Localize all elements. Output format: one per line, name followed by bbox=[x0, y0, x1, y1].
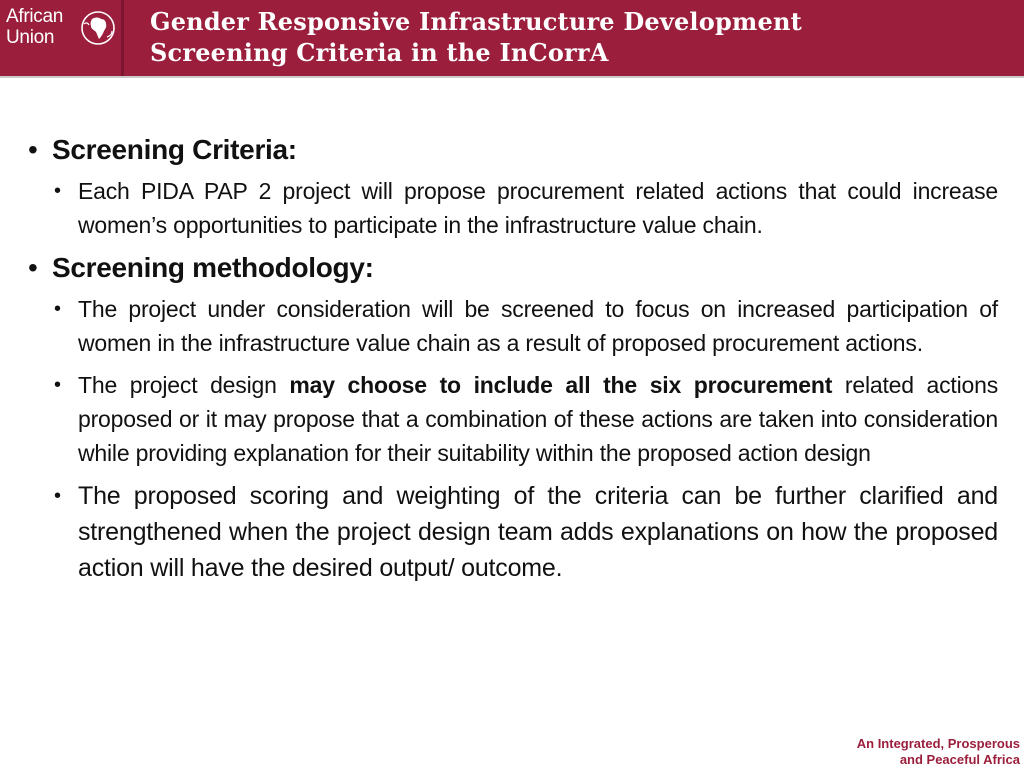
bullet-text-bold: may choose to include all the six procurement bbox=[289, 372, 833, 398]
section-heading-screening-criteria bbox=[28, 132, 998, 168]
bullet-text-pre: The project design bbox=[78, 372, 290, 398]
section-heading-text: Screening methodology: bbox=[52, 252, 374, 283]
african-union-emblem-icon bbox=[80, 10, 116, 46]
logo-text bbox=[6, 6, 63, 48]
bullet-icon: • bbox=[54, 374, 61, 396]
section-heading-screening-methodology bbox=[28, 250, 998, 286]
slide-body bbox=[28, 132, 998, 594]
footer-tagline bbox=[857, 736, 1020, 768]
logo-line-2: Union bbox=[6, 27, 55, 48]
bullet-text: The proposed scoring and weighting of the criteria can be further clarified and strengthened when the project design team adds explanations on how the proposed action will have the desired output/ outcome. bbox=[78, 482, 998, 582]
bullet-item bbox=[52, 174, 998, 242]
bullet-item bbox=[52, 368, 998, 470]
slide-title-line-2: Screening Criteria in the InCorrA bbox=[150, 38, 609, 67]
bullet-text bbox=[78, 372, 998, 466]
slide-title bbox=[150, 6, 802, 68]
slide-header bbox=[0, 0, 1024, 76]
bullet-icon: • bbox=[54, 485, 61, 507]
footer-line-2: and Peaceful Africa bbox=[899, 752, 1020, 767]
bullet-icon: • bbox=[28, 134, 38, 165]
african-union-logo bbox=[0, 0, 124, 76]
bullet-icon: • bbox=[28, 252, 38, 283]
footer-line-1: An Integrated, Prosperous bbox=[856, 736, 1020, 751]
logo-line-1: African bbox=[6, 6, 64, 27]
bullet-icon: • bbox=[54, 298, 61, 320]
section-heading-text: Screening Criteria: bbox=[52, 134, 297, 165]
bullet-item bbox=[52, 292, 998, 360]
slide-title-line-1: Gender Responsive Infrastructure Development bbox=[150, 7, 802, 36]
bullet-text-post: related actions proposed or it may propose that a combination of these actions are taken into consideration while providing explanation for their suitability within the proposed action design bbox=[78, 372, 999, 466]
header-divider bbox=[0, 76, 1024, 78]
bullet-text: Each PIDA PAP 2 project will propose procurement related actions that could increase women’s opportunities to participate in the infrastructure value chain. bbox=[78, 178, 998, 238]
bullet-text: The project under consideration will be screened to focus on increased participation of women in the infrastructure value chain as a result of proposed procurement actions. bbox=[78, 296, 998, 356]
bullet-item bbox=[52, 478, 998, 586]
bullet-icon: • bbox=[54, 180, 61, 202]
